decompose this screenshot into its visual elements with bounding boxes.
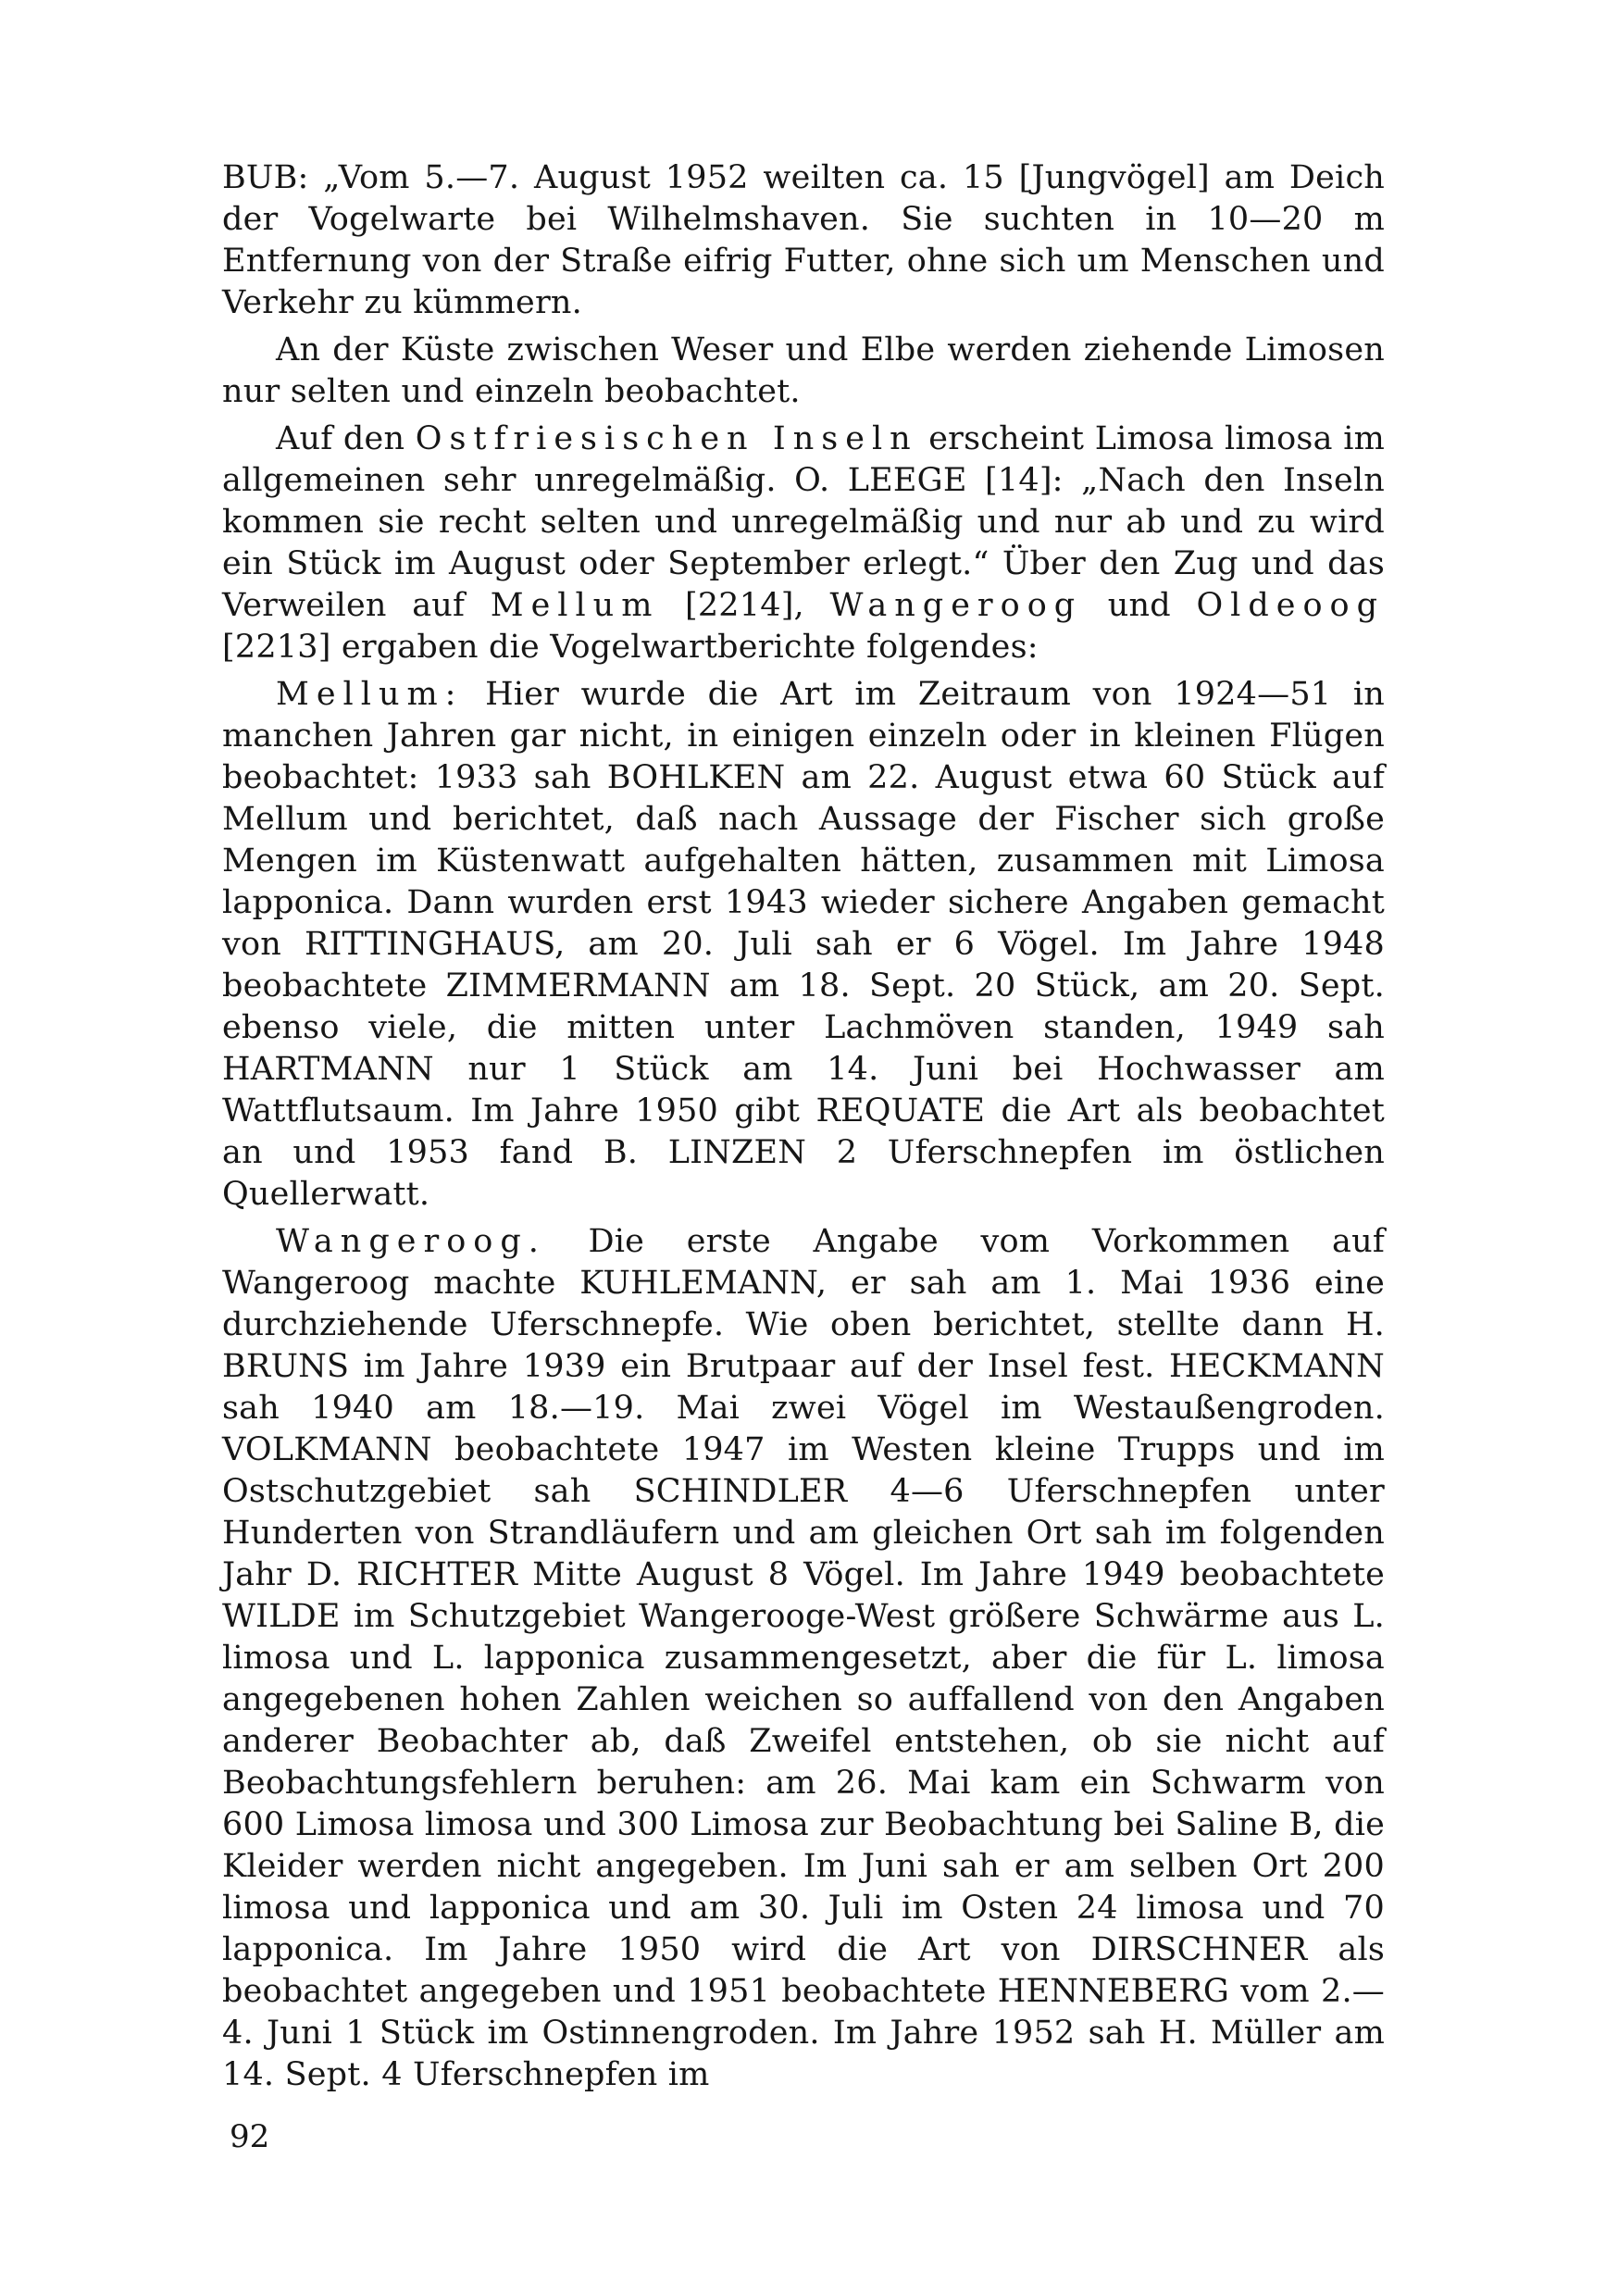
spaced-term: Mellum:: [276, 676, 464, 713]
spaced-term: Ostfriesischen Inseln: [415, 420, 918, 457]
page-number: 92: [230, 2118, 270, 2155]
body-text: [222, 157, 1385, 2102]
text-run: erscheint Limosa limosa im allgemeinen sehr unregelmäßig. O. LEEGE [14]: „Nach den Inseln kommen sie recht selten und unregelmäßig und nur ab und zu wird ein Stück im August oder September erlegt.“ Über den Zug und das Verweilen auf: [222, 420, 1385, 624]
spaced-term: Oldeoog: [1196, 587, 1386, 624]
spaced-term: Wangeroog: [829, 587, 1083, 624]
text-run: BUB: „Vom 5.—7. August 1952 weilten ca. 15 [Jungvögel] am Deich der Vogelwarte bei Wilhelmshaven. Sie suchten in 10—20 m Entfernung von der Straße eifrig Futter, ohne sich um Menschen und Verkehr zu kümmern.: [222, 159, 1385, 321]
spaced-term: Wangeroog.: [276, 1223, 546, 1260]
text-run: [2214],: [659, 587, 830, 624]
text-run: [2213] ergaben die Vogelwartberichte folgendes:: [222, 629, 1039, 666]
paragraph: [222, 330, 1385, 413]
text-run: Hier wurde die Art im Zeitraum von 1924—51 in manchen Jahren gar nicht, in einigen einzeln oder in kleinen Flügen beobachtet: 1933 sah BOHLKEN am 22. August etwa 60 Stück auf Mellum und berichtet, daß nach Aussage der Fischer sich große Mengen im Küstenwatt aufgehalten hätten, zusammen mit Limosa lapponica. Dann wurden erst 1943 wieder sichere Angaben gemacht von RITTINGHAUS, am 20. Juli sah er 6 Vögel. Im Jahre 1948 beobachtete ZIMMERMANN am 18. Sept. 20 Stück, am 20. Sept. ebenso viele, die mitten unter Lachmöven standen, 1949 sah HARTMANN nur 1 Stück am 14. Juni bei Hochwasser am Wattflutsaum. Im Jahre 1950 gibt REQUATE die Art als beobachtet an und 1953 fand B. LINZEN 2 Uferschnepfen im östlichen Quellerwatt.: [222, 676, 1385, 1213]
text-run: und: [1082, 587, 1197, 624]
text-run: Auf den: [276, 420, 416, 457]
paragraph: [222, 157, 1385, 324]
text-run: Die erste Angabe vom Vorkommen auf Wangeroog machte KUHLEMANN, er sah am 1. Mai 1936 eine durchziehende Uferschnepfe. Wie oben berichtet, stellte dann H. BRUNS im Jahre 1939 ein Brutpaar auf der Insel fest. HECKMANN sah 1940 am 18.—19. Mai zwei Vögel im Westaußengroden. VOLKMANN beobachtete 1947 im Westen kleine Trupps und im Ostschutzgebiet sah SCHINDLER 4—6 Uferschnepfen unter Hunderten von Strandläufern und am gleichen Ort sah im folgenden Jahr D. RICHTER Mitte August 8 Vögel. Im Jahre 1949 beobachtete WILDE im Schutzgebiet Wangerooge-West größere Schwärme aus L. limosa und L. lapponica zusammengesetzt, aber die für L. limosa angegebenen hohen Zahlen weichen so auffallend von den Angaben anderer Beobachter ab, daß Zweifel entstehen, ob sie nicht auf Beobachtungsfehlern beruhen: am 26. Mai kam ein Schwarm von 600 Limosa limosa und 300 Limosa zur Beobachtung bei Saline B, die Kleider werden nicht angegeben. Im Juni sah er am selben Ort 200 limosa und lapponica und am 30. Juli im Osten 24 limosa und 70 lapponica. Im Jahre 1950 wird die Art von DIRSCHNER als beobachtet angegeben und 1951 beobachtete HENNEBERG vom 2.—4. Juni 1 Stück im Ostinnengroden. Im Jahre 1952 sah H. Müller am 14. Sept. 4 Uferschnepfen im: [222, 1223, 1385, 2093]
paragraph: [222, 418, 1385, 668]
paragraph: [222, 674, 1385, 1216]
paragraph: [222, 1221, 1385, 2096]
spaced-term: Mellum: [490, 587, 660, 624]
text-run: An der Küste zwischen Weser und Elbe werden ziehende Limosen nur selten und einzeln beobachtet.: [222, 331, 1385, 410]
